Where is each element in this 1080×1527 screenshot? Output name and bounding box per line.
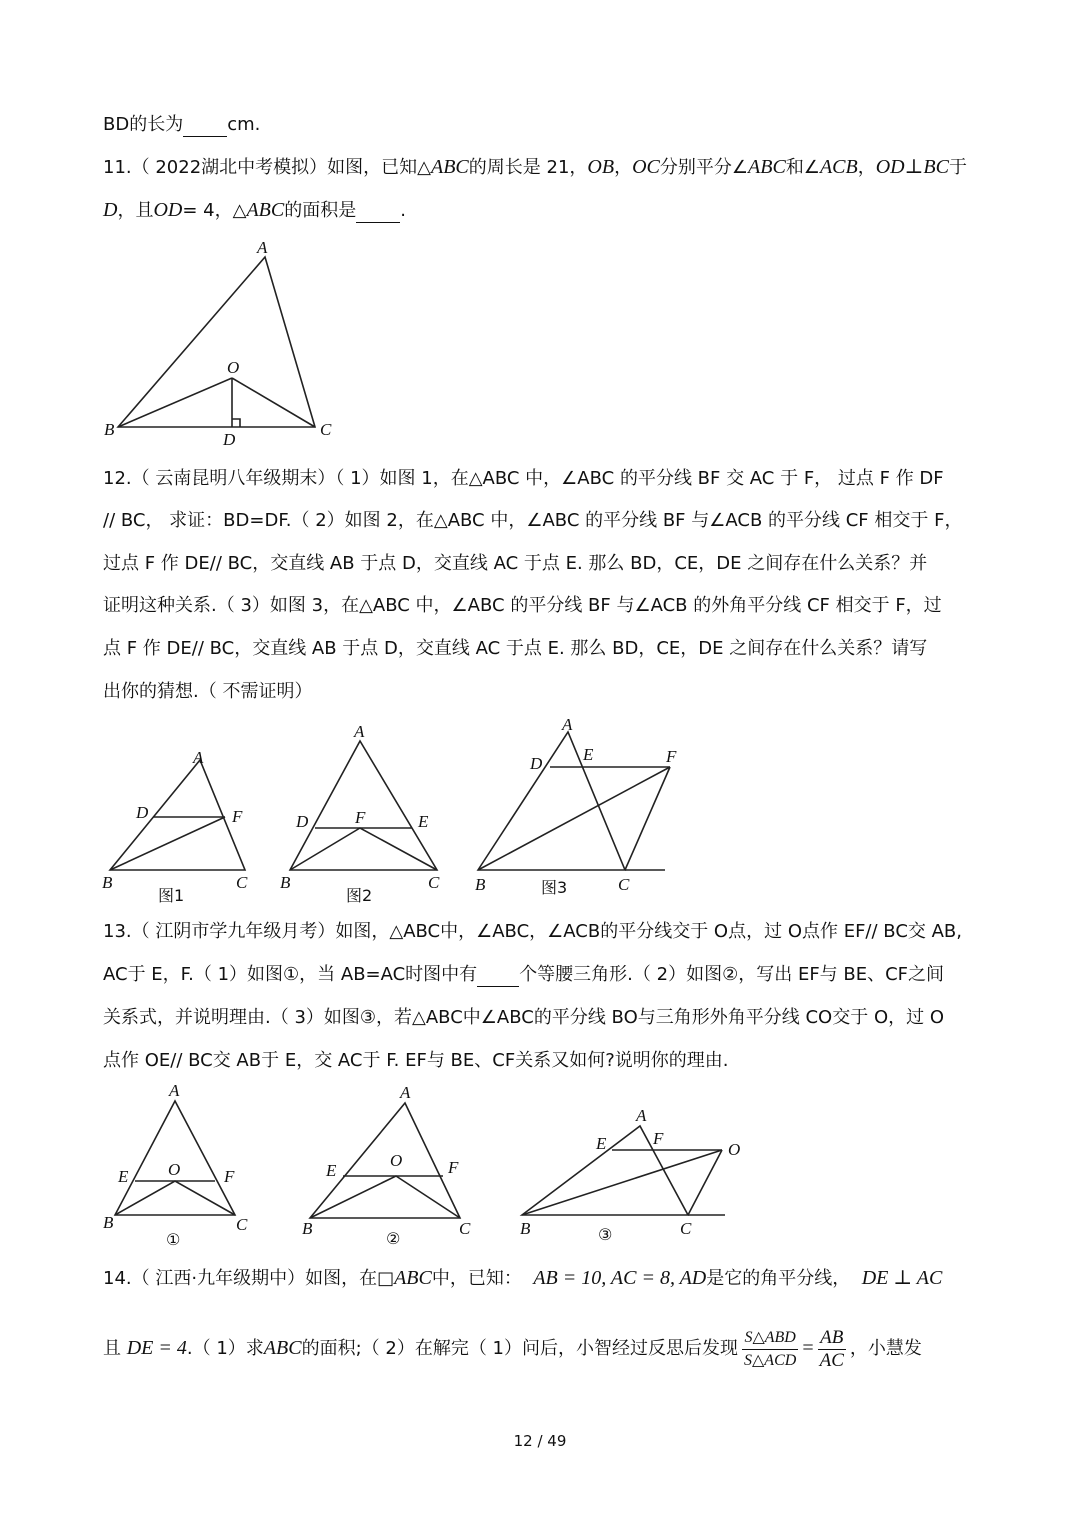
fig13a-label-f: F [224,1167,235,1186]
q14-math: DE ⊥ AC [861,1267,943,1289]
segment-ob [118,378,232,427]
q14-line2 [103,1322,922,1375]
fraction-numerator: S△ABD [742,1327,798,1350]
fig1-segment-bf [110,817,225,870]
fig3-label-a: A [562,715,573,734]
fig13b-label-c: C [459,1219,471,1238]
label-c: C [320,420,332,439]
q13-figure-1 [103,1081,248,1249]
q11-math: D [103,199,118,221]
fig1-label-a: A [193,748,204,767]
fig1-triangle [110,760,245,870]
fig3-segment-cf [625,767,670,870]
fig2-label-b: B [280,873,291,892]
q13-line2 [103,963,944,987]
fig13c-segment-bo [522,1150,722,1215]
q11-math: ABC [246,199,285,221]
q14-math: = [802,1337,814,1359]
q14-text: ，小慧发 [849,1338,922,1359]
fraction-side-ratio [818,1327,846,1372]
q12-line2: // BC， 求证：BD=DF.（ 2）如图 2，在△ABC 中，∠ABC 的平分线 BF 与∠ACB 的平分线 CF 相交于 F， [103,510,963,531]
q12-line4: 证明这种关系.（ 3）如图 3，在△ABC 中，∠ABC 的平分线 BF 与∠ACB 的外角平分线 CF 相交于 F，过 [103,595,942,616]
fraction-area-ratio [742,1327,798,1372]
fig13b-label-b: B [302,1219,313,1238]
q14-line1 [103,1266,942,1291]
q12-figure-3 [475,715,677,897]
fig1-label-c: C [236,873,248,892]
q11-text: 于 [949,157,967,178]
fig13c-label-b: B [520,1219,531,1238]
fig13a-label-o: O [168,1160,181,1179]
q13-figure-3 [520,1106,740,1244]
fig3-segment-bf [478,767,670,870]
q14-math: ABC [394,1267,432,1289]
q11-math: ABC [431,156,469,178]
fraction-numerator: AB [818,1327,846,1350]
q14-text: 中，已知： [431,1268,522,1289]
label-o: O [227,358,240,377]
q11-line1 [103,155,967,180]
fig13b-caption: ② [386,1229,401,1248]
fig13c-caption: ③ [598,1225,613,1244]
q14-math: AB = 10, AC = 8, AD [533,1267,707,1289]
fig2-label-c: C [428,873,440,892]
q12-line5: 点 F 作 DE// BC，交直线 AB 于点 D，交直线 AC 于点 E. 那么 BD，CE，DE 之间存在什么关系？请写 [103,638,928,659]
fig2-caption: 图2 [346,886,373,905]
q14-text: 且 [103,1338,121,1359]
fig13a-label-a: A [169,1081,180,1100]
q14-text: 的面积;（ 2）在解完（ 1）问后，小智经过反思后发现 [301,1338,738,1359]
fig1-caption: 图1 [158,886,185,905]
q11-text: . [400,200,406,221]
q12-line6: 出你的猜想.（ 不需证明） [103,681,313,702]
fig13c-label-a: A [636,1106,647,1125]
fig13b-label-o: O [390,1151,403,1170]
q12-figure-1 [102,748,248,905]
q14-math: DE = 4 [126,1337,187,1359]
fig13b-label-f: F [448,1158,459,1177]
fig13a-segments-bo-co [115,1181,235,1215]
q11-text: ， [857,157,876,178]
q13-line1: 13.（ 江阴市学九年级月考）如图，△ABC中，∠ABC，∠ACB的平分线交于 O点，过 O点作 EF// BC交 AB, [103,921,962,942]
q11-text: = 4，△ [182,200,247,221]
answer-blank [477,968,519,987]
q13-figure-2 [302,1083,471,1248]
answer-blank [183,118,227,137]
fig13c-label-e: E [596,1134,607,1153]
label-a: A [257,238,268,257]
q11-text: 的面积是 [284,200,357,221]
fraction-denominator: AC [819,1349,844,1371]
fig3-label-d: D [530,754,543,773]
fig2-label-f: F [355,808,366,827]
q11-figure [100,235,340,450]
intro-unit: cm. [227,114,261,135]
q12-line3: 过点 F 作 DE// BC，交直线 AB 于点 D，交直线 AC 于点 E. 那么 BD，CE，DE 之间存在什么关系？并 [103,553,928,574]
label-d: D [223,430,236,449]
right-angle-mark [232,419,240,427]
fig13c-label-f: F [653,1129,664,1148]
q13-line3: 关系式，并说明理由.（ 3）如图③，若△ABC中∠ABC的平分线 BO与三角形外角平分线 CO交于 O，过 O [103,1007,944,1028]
fig3-triangle [478,732,625,870]
answer-blank [356,204,400,223]
q11-math: ABC [748,156,786,178]
q11-math: OB [587,156,615,178]
label-b: B [104,420,115,439]
fig3-label-e: E [583,745,594,764]
fig13b-label-a: A [400,1083,411,1102]
q11-text: ，且 [117,200,154,221]
fig1-label-b: B [102,873,113,892]
fig2-label-e: E [418,812,429,831]
fig13c-label-o: O [728,1140,741,1159]
q13-text: AC于 E，F.（ 1）如图①，当 AB=AC时图中有 [103,964,478,985]
q11-text: 分别平分∠ [659,157,749,178]
q11-text: 和∠ [785,157,820,178]
fig2-triangle [290,741,437,870]
intro-line [103,113,260,137]
fig1-label-f: F [232,807,243,826]
q12-figures [100,715,680,905]
q11-line2 [103,198,406,223]
q14-text: □ [377,1268,395,1289]
intro-text: BD的长为 [103,114,184,135]
fig3-label-c: C [618,875,630,894]
fig3-label-f: F [666,747,677,766]
fig13a-caption: ① [166,1230,181,1249]
fig1-label-d: D [136,803,149,822]
q14-text: .（ 1）求 [186,1338,264,1359]
triangle-abc [118,257,315,427]
q11-text: ， [614,157,633,178]
fig13b-segments-bo-co [310,1176,460,1218]
q12-line1: 12.（ 云南昆明八年级期末）（ 1）如图 1，在△ABC 中，∠ABC 的平分线 BF 交 AC 于 F， 过点 F 作 DF [103,468,944,489]
fig3-label-b: B [475,875,486,894]
q11-text: 11.（ 2022湖北中考模拟）如图，已知△ [103,157,431,178]
fig13a-label-c: C [236,1215,248,1234]
q11-math: OD [153,199,183,221]
fig13b-label-e: E [326,1161,337,1180]
q13-figures [100,1078,750,1253]
q14-math: ABC [263,1337,302,1359]
fig2-label-a: A [354,722,365,741]
q11-math: OD⊥BC [875,156,949,178]
fig13a-triangle [115,1101,235,1215]
q11-math: ACB [819,156,858,178]
fig13a-label-b: B [103,1213,114,1232]
q13-text: 个等腰三角形.（ 2）如图②，写出 EF与 BE、CF之间 [519,964,945,985]
page-number: 12 / 49 [513,1432,567,1450]
q11-text: 的周长是 21， [468,157,588,178]
q12-figure-2 [280,722,440,905]
q11-math: OC [632,156,660,178]
fig3-caption: 图3 [541,878,568,897]
fig13a-label-e: E [118,1167,129,1186]
fig2-label-d: D [296,812,309,831]
q14-text: 是它的角平分线， [706,1268,851,1289]
q14-text: 14.（ 江西·九年级期中）如图，在 [103,1268,378,1289]
fraction-denominator: S△ACD [744,1351,797,1369]
fig13c-label-c: C [680,1219,692,1238]
q13-line4: 点作 OE// BC交 AB于 E，交 AC于 F. EF与 BE、CF关系又如何?说明你的理由. [103,1050,729,1071]
